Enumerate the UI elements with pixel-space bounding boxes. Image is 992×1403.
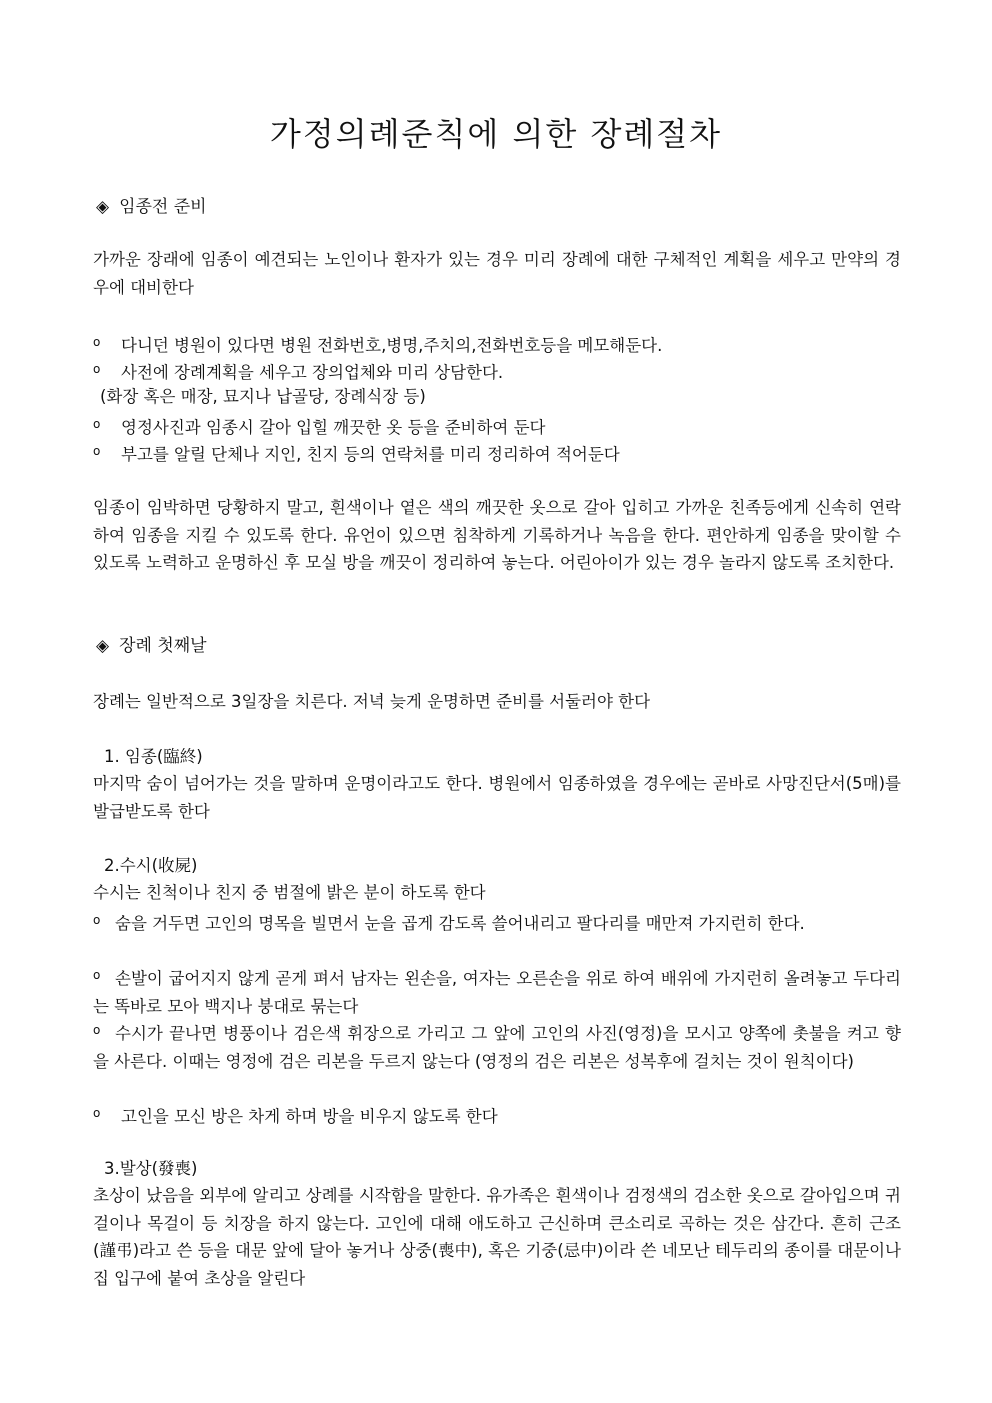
list-item (93, 438, 620, 469)
list-item-text: 손발이 굽어지지 않게 곧게 펴서 남자는 왼손을, 여자는 오른손을 위로 하여 배위에 가지런히 올려놓고 두다리는 똑바로 모아 백지나 붕대로 묶는다 (93, 969, 901, 1016)
section2-intro: 장례는 일반적으로 3일장을 치른다. 저녁 늦게 운명하면 준비를 서둘러야 한다 (93, 692, 651, 711)
section1-body: 임종이 임박하면 당황하지 말고, 흰색이나 옅은 색의 깨끗한 옷으로 갈아 입히고 가까운 친족등에게 신속히 연락하여 임종을 지킬 수 있도록 한다. 유언이 있으면 침착하게 기록하거나 녹음을 한다. 편안하게 임종을 맞이할 수 있도록 노력하고 운명하신 후 모실 방을 깨끗이 정리하여 놓는다. 어린아이가 있는 경우 놀라지 않도록 조치한다. (93, 498, 901, 572)
bullet-icon: o (93, 968, 101, 982)
list-item-text: 수시가 끝나면 병풍이나 검은색 휘장으로 가리고 그 앞에 고인의 사진(영정)을 모시고 양쪽에 촛불을 켜고 향을 사른다. 이때는 영정에 검은 리본을 두르지 않는다 (영정의 검은 리본은 성복후에 걸치는 것이 원칙이다) (93, 1024, 901, 1071)
step-title-3: 3.발상(發喪) (104, 1159, 198, 1178)
list-item (93, 1100, 498, 1131)
list-note: (화장 혹은 매장, 묘지나 납골당, 장례식장 등) (100, 387, 426, 406)
bullet-icon: o (93, 1106, 101, 1120)
list-item (93, 1017, 901, 1075)
step1-body: 마지막 숨이 넘어가는 것을 말하며 운명이라고도 한다. 병원에서 임종하였을 경우에는 곧바로 사망진단서(5매)를 발급받도록 한다 (93, 774, 901, 821)
list-item (93, 329, 662, 360)
list-item (93, 962, 901, 1020)
section-heading-label: 장례 첫째날 (119, 636, 207, 656)
bullet-icon: o (93, 335, 101, 349)
step-title-2: 2.수시(收屍) (104, 856, 198, 875)
list-item-text: 고인을 모신 방은 차게 하며 방을 비우지 않도록 한다 (121, 1107, 498, 1126)
section-heading-label: 임종전 준비 (119, 197, 207, 217)
bullet-icon: o (93, 417, 101, 431)
section1-intro: 가까운 장래에 임종이 예견되는 노인이나 환자가 있는 경우 미리 장례에 대한 구체적인 계획을 세우고 만약의 경우에 대비한다 (93, 250, 901, 297)
list-item-text: 숨을 거두면 고인의 명목을 빌면서 눈을 곱게 감도록 쓸어내리고 팔다리를 매만져 가지런히 한다. (115, 914, 805, 933)
list-item-text: 부고를 알릴 단체나 지인, 친지 등의 연락처를 미리 정리하여 적어둔다 (121, 445, 620, 464)
list-item (93, 907, 901, 938)
diamond-icon: ◈ (96, 197, 110, 217)
bullet-icon: o (93, 362, 101, 376)
list-item (93, 411, 546, 442)
step-title-1: 1. 임종(臨終) (104, 747, 203, 766)
list-item (93, 356, 503, 387)
bullet-icon: o (93, 913, 101, 927)
list-item-text: 영정사진과 임종시 갈아 입힐 깨끗한 옷 등을 준비하여 둔다 (121, 418, 546, 437)
bullet-icon: o (93, 1023, 101, 1037)
section-heading-first-day (96, 633, 207, 659)
bullet-icon: o (93, 444, 101, 458)
document-title: 가정의례준칙에 의한 장례절차 (269, 115, 723, 153)
diamond-icon: ◈ (96, 636, 110, 656)
list-item-text: 사전에 장례계획을 세우고 장의업체와 미리 상담한다. (121, 363, 504, 382)
section-heading-pre-death (96, 194, 207, 220)
step3-body: 초상이 났음을 외부에 알리고 상례를 시작함을 말한다. 유가족은 흰색이나 검정색의 검소한 옷으로 갈아입으며 귀걸이나 목걸이 등 치장을 하지 않는다. 고인에 대해 애도하고 근신하며 큰소리로 곡하는 것은 삼간다. 흔히 근조(謹弔)라고 쓴 등을 대문 앞에 달아 놓거나 상중(喪中), 혹은 기중(忌中)이라 쓴 네모난 테두리의 종이를 대문이나 집 입구에 붙여 초상을 알린다 (93, 1186, 901, 1288)
list-item-text: 다니던 병원이 있다면 병원 전화번호,병명,주치의,전화번호등을 메모해둔다. (121, 336, 663, 355)
step2-intro: 수시는 친척이나 친지 중 범절에 밝은 분이 하도록 한다 (93, 883, 486, 902)
